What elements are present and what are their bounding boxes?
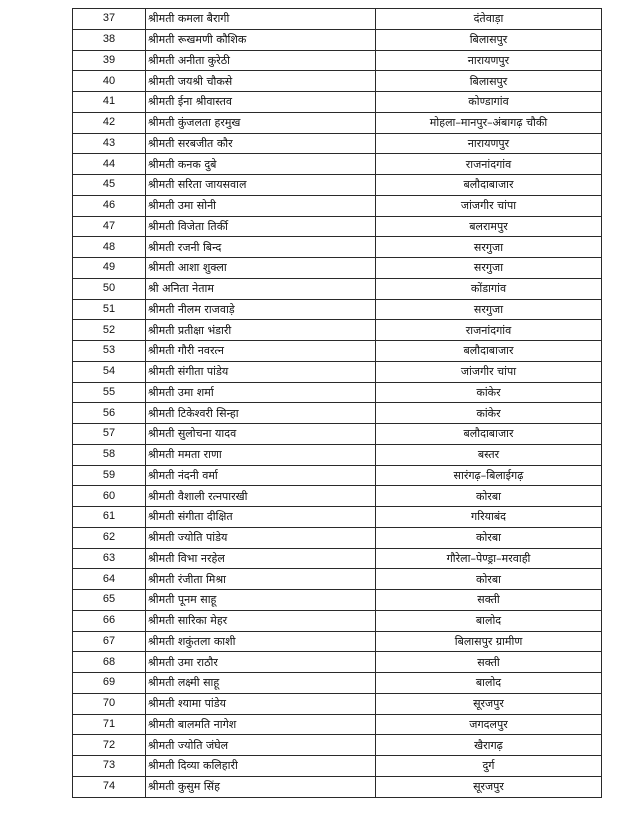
serial-number: 48 — [73, 237, 146, 258]
serial-number: 49 — [73, 258, 146, 279]
table-row — [73, 175, 602, 196]
table-row — [73, 299, 602, 320]
serial-number: 66 — [73, 610, 146, 631]
table-row — [73, 424, 602, 445]
serial-number: 54 — [73, 361, 146, 382]
serial-number: 40 — [73, 71, 146, 92]
district-name: सरगुजा — [376, 237, 602, 258]
serial-number: 39 — [73, 50, 146, 71]
serial-number: 72 — [73, 735, 146, 756]
member-name: श्रीमती विजेता तिर्की — [146, 216, 376, 237]
table-row — [73, 92, 602, 113]
serial-number: 46 — [73, 195, 146, 216]
member-name: श्रीमती ईना श्रीवास्तव — [146, 92, 376, 113]
district-name: बिलासपुर — [376, 29, 602, 50]
district-name: जगदलपुर — [376, 714, 602, 735]
district-name: कांकेर — [376, 382, 602, 403]
member-name: श्रीमती वैशाली रत्नपारखी — [146, 486, 376, 507]
district-name: राजनांदगांव — [376, 154, 602, 175]
district-name: बलौदाबाजार — [376, 175, 602, 196]
member-name: श्रीमती कुसुम सिंह — [146, 776, 376, 797]
table-row — [73, 756, 602, 777]
member-name: श्रीमती गौरी नवरत्न — [146, 341, 376, 362]
serial-number: 50 — [73, 278, 146, 299]
table-row — [73, 320, 602, 341]
member-name: श्रीमती प्रतीक्षा भंडारी — [146, 320, 376, 341]
table-row — [73, 776, 602, 797]
member-name: श्रीमती बालमति नागेश — [146, 714, 376, 735]
district-name: सरगुजा — [376, 258, 602, 279]
district-name: बलौदाबाजार — [376, 341, 602, 362]
district-name: गौरेला–पेण्ड्रा–मरवाही — [376, 548, 602, 569]
table-row — [73, 382, 602, 403]
table-row — [73, 237, 602, 258]
table-row — [73, 548, 602, 569]
serial-number: 57 — [73, 424, 146, 445]
serial-number: 43 — [73, 133, 146, 154]
serial-number: 38 — [73, 29, 146, 50]
district-name: बस्तर — [376, 444, 602, 465]
district-name: दंतेवाड़ा — [376, 9, 602, 30]
district-name: गरियाबंद — [376, 507, 602, 528]
table-row — [73, 29, 602, 50]
table-row — [73, 112, 602, 133]
district-name: बालोद — [376, 673, 602, 694]
member-name: श्रीमती श्यामा पांडेय — [146, 693, 376, 714]
district-name: नारायणपुर — [376, 133, 602, 154]
table-row — [73, 133, 602, 154]
table-row — [73, 444, 602, 465]
district-name: बालोद — [376, 610, 602, 631]
table-row — [73, 195, 602, 216]
district-name: जांजगीर चांपा — [376, 195, 602, 216]
member-name: श्रीमती सारिका मेहर — [146, 610, 376, 631]
table-row — [73, 735, 602, 756]
member-name: श्रीमती जयश्री चौकसे — [146, 71, 376, 92]
member-name: श्रीमती टिकेश्वरी सिन्हा — [146, 403, 376, 424]
serial-number: 58 — [73, 444, 146, 465]
member-name: श्रीमती सुलोचना यादव — [146, 424, 376, 445]
serial-number: 73 — [73, 756, 146, 777]
district-name: कांकेर — [376, 403, 602, 424]
member-name: श्रीमती संगीता पांडेय — [146, 361, 376, 382]
district-name: सूरजपुर — [376, 776, 602, 797]
serial-number: 47 — [73, 216, 146, 237]
district-name: बलरामपुर — [376, 216, 602, 237]
table-row — [73, 278, 602, 299]
district-name: बिलासपुर — [376, 71, 602, 92]
member-name: श्रीमती अनीता कुरेठी — [146, 50, 376, 71]
district-name: कोंडागांव — [376, 278, 602, 299]
serial-number: 74 — [73, 776, 146, 797]
serial-number: 63 — [73, 548, 146, 569]
district-name: सरगुजा — [376, 299, 602, 320]
serial-number: 51 — [73, 299, 146, 320]
member-name: श्रीमती कुंजलता हरमुख — [146, 112, 376, 133]
table-row — [73, 590, 602, 611]
district-name: दुर्ग — [376, 756, 602, 777]
serial-number: 68 — [73, 652, 146, 673]
table-row — [73, 527, 602, 548]
table-row — [73, 341, 602, 362]
table-row — [73, 216, 602, 237]
table-row — [73, 486, 602, 507]
member-name: श्री अनिता नेताम — [146, 278, 376, 299]
member-name: श्रीमती उमा शर्मा — [146, 382, 376, 403]
serial-number: 42 — [73, 112, 146, 133]
table-row — [73, 361, 602, 382]
district-name: सारंगढ़–बिलाईगढ़ — [376, 465, 602, 486]
serial-number: 65 — [73, 590, 146, 611]
serial-number: 67 — [73, 631, 146, 652]
member-name: श्रीमती ज्योति पांडेय — [146, 527, 376, 548]
table-row — [73, 673, 602, 694]
member-name: श्रीमती कमला बैरागी — [146, 9, 376, 30]
table-row — [73, 258, 602, 279]
member-name: श्रीमती सरिता जायसवाल — [146, 175, 376, 196]
member-name: श्रीमती दिव्या कलिहारी — [146, 756, 376, 777]
serial-number: 71 — [73, 714, 146, 735]
district-name: नारायणपुर — [376, 50, 602, 71]
district-name: कोरबा — [376, 527, 602, 548]
member-name: श्रीमती नंदनी वर्मा — [146, 465, 376, 486]
member-name: श्रीमती ज्योति जंघेल — [146, 735, 376, 756]
member-name: श्रीमती उमा सोनी — [146, 195, 376, 216]
district-name: मोहला–मानपुर–अंबागढ़ चौकी — [376, 112, 602, 133]
district-name: कोरबा — [376, 569, 602, 590]
table-row — [73, 465, 602, 486]
serial-number: 56 — [73, 403, 146, 424]
district-name: कोण्डागांव — [376, 92, 602, 113]
member-name: श्रीमती रूखमणी कौशिक — [146, 29, 376, 50]
serial-number: 41 — [73, 92, 146, 113]
member-name: श्रीमती कनक दुबे — [146, 154, 376, 175]
district-name: खैरागढ़ — [376, 735, 602, 756]
table-row — [73, 403, 602, 424]
member-name: श्रीमती नीलम राजवाड़े — [146, 299, 376, 320]
serial-number: 37 — [73, 9, 146, 30]
district-name: कोरबा — [376, 486, 602, 507]
member-name: श्रीमती उमा राठौर — [146, 652, 376, 673]
member-name: श्रीमती आशा शुक्ला — [146, 258, 376, 279]
member-name: श्रीमती रजनी बिन्द — [146, 237, 376, 258]
member-name: श्रीमती शकुंतला काशी — [146, 631, 376, 652]
member-name: श्रीमती रंजीता मिश्रा — [146, 569, 376, 590]
district-name: सक्ती — [376, 652, 602, 673]
table-row — [73, 652, 602, 673]
serial-number: 60 — [73, 486, 146, 507]
members-table-body — [73, 9, 602, 798]
serial-number: 64 — [73, 569, 146, 590]
member-name: श्रीमती लक्ष्मी साहू — [146, 673, 376, 694]
member-name: श्रीमती ममता राणा — [146, 444, 376, 465]
serial-number: 62 — [73, 527, 146, 548]
district-name: बिलासपुर ग्रामीण — [376, 631, 602, 652]
table-row — [73, 631, 602, 652]
table-row — [73, 693, 602, 714]
table-row — [73, 714, 602, 735]
member-name: श्रीमती पूनम साहू — [146, 590, 376, 611]
table-row — [73, 71, 602, 92]
district-name: बलौदाबाजार — [376, 424, 602, 445]
member-name: श्रीमती सरबजीत कौर — [146, 133, 376, 154]
district-name: जांजगीर चांपा — [376, 361, 602, 382]
serial-number: 45 — [73, 175, 146, 196]
serial-number: 61 — [73, 507, 146, 528]
table-row — [73, 154, 602, 175]
district-name: सूरजपुर — [376, 693, 602, 714]
member-name: श्रीमती संगीता दीक्षित — [146, 507, 376, 528]
table-row — [73, 610, 602, 631]
table-row — [73, 569, 602, 590]
serial-number: 53 — [73, 341, 146, 362]
serial-number: 52 — [73, 320, 146, 341]
serial-number: 69 — [73, 673, 146, 694]
district-name: राजनांदगांव — [376, 320, 602, 341]
member-name: श्रीमती विभा नरहेल — [146, 548, 376, 569]
serial-number: 70 — [73, 693, 146, 714]
table-row — [73, 507, 602, 528]
table-row — [73, 9, 602, 30]
serial-number: 55 — [73, 382, 146, 403]
district-name: सक्ती — [376, 590, 602, 611]
table-row — [73, 50, 602, 71]
members-table — [72, 8, 602, 798]
serial-number: 59 — [73, 465, 146, 486]
serial-number: 44 — [73, 154, 146, 175]
